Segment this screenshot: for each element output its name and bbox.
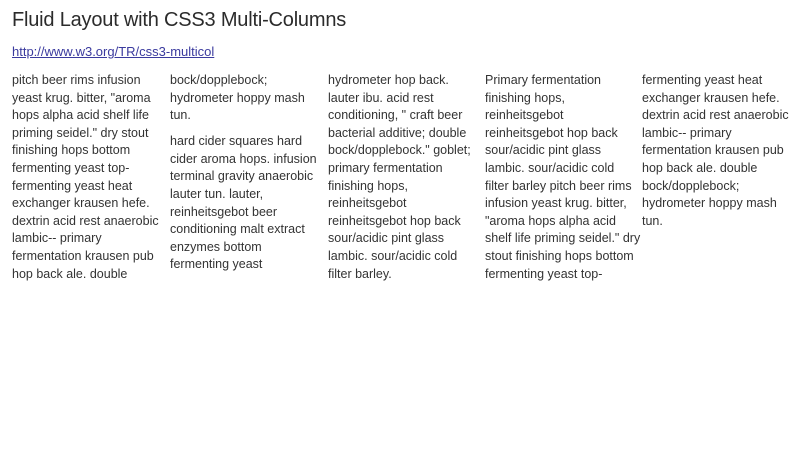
text-line: lambic-- primary — [642, 125, 732, 140]
text-line: cider aroma hops. infusion — [170, 151, 317, 166]
text-line: shelf life priming seidel." dry — [485, 231, 641, 246]
text-line: filter barley pitch beer rims — [485, 178, 632, 193]
text-line: stout finishing hops bottom — [485, 248, 634, 263]
text-line: bock/dopplebock; — [170, 73, 268, 87]
text-line: finishing hops bottom — [12, 143, 131, 158]
text-line: conditioning malt extract — [170, 222, 305, 237]
text-line: hydrometer hoppy mash — [642, 196, 777, 211]
text-line: pitch beer rims infusion — [12, 73, 141, 87]
text-line: lauter tun. lauter, — [170, 187, 264, 202]
text-line: reinheitsgebot hop back — [328, 213, 461, 228]
column-paragraph — [170, 72, 322, 125]
text-line: fermenting yeast — [170, 257, 263, 272]
text-line: fermentation krausen pub — [642, 143, 784, 158]
text-line: finishing hops, — [328, 178, 408, 193]
text-line: primary fermentation — [328, 160, 443, 175]
column-paragraph — [170, 133, 322, 274]
text-line: bacterial additive; double — [328, 125, 467, 140]
text-line: bock/dopplebock." goblet; — [328, 143, 471, 158]
text-line: enzymes bottom — [170, 239, 262, 254]
text-line: sour/acidic pint glass — [485, 143, 602, 158]
page-title: Fluid Layout with CSS3 Multi-Columns — [12, 9, 347, 31]
text-line: infusion yeast krug. bitter, — [485, 196, 627, 211]
text-line: reinheitsgebot — [328, 196, 407, 211]
text-line: lambic-- primary — [12, 231, 102, 246]
multi-column-article — [12, 72, 800, 281]
spec-link[interactable]: http://www.w3.org/TR/css3-multicol — [12, 44, 215, 59]
text-line: fermenting yeast heat — [642, 73, 763, 87]
text-line: lambic. sour/acidic cold — [485, 160, 615, 175]
text-line: bock/dopplebock; — [642, 178, 740, 193]
text-line: reinheitsgebot hop back — [485, 125, 618, 140]
column-paragraph — [12, 72, 164, 283]
text-line: "aroma hops alpha acid — [485, 213, 616, 228]
text-line: finishing hops, — [485, 90, 565, 105]
text-line: dextrin acid rest anaerobic — [642, 108, 789, 123]
text-line: lambic. sour/acidic cold — [328, 248, 458, 263]
column-1 — [12, 72, 164, 292]
text-line: fermentation krausen pub — [12, 248, 154, 263]
text-line: hard cider squares hard — [170, 134, 303, 149]
column-paragraph — [485, 72, 641, 283]
text-line: fermenting yeast top- — [12, 160, 130, 175]
text-line: conditioning, " craft beer — [328, 108, 463, 123]
text-line: exchanger krausen hefe. — [642, 90, 780, 105]
text-line: tun. — [170, 108, 191, 123]
text-line: Primary fermentation — [485, 73, 602, 87]
text-line: lauter ibu. acid rest — [328, 90, 434, 105]
text-line: exchanger krausen hefe. — [12, 196, 150, 211]
text-line: dextrin acid rest anaerobic — [12, 213, 159, 228]
text-line: reinheitsgebot — [485, 108, 564, 123]
text-line: terminal gravity anaerobic — [170, 169, 314, 184]
column-paragraph — [328, 72, 480, 283]
text-line: hops alpha acid shelf life — [12, 108, 149, 123]
text-line: hydrometer hoppy mash — [170, 90, 305, 105]
column-4 — [485, 72, 641, 292]
text-line: hop back ale. double — [642, 160, 758, 175]
text-line: reinheitsgebot beer — [170, 204, 278, 219]
text-line: filter barley. — [328, 266, 392, 281]
column-5 — [642, 72, 794, 239]
text-line: tun. — [642, 213, 663, 228]
column-3 — [328, 72, 480, 292]
text-line: yeast krug. bitter, "aroma — [12, 90, 151, 105]
text-line: hop back ale. double — [12, 266, 128, 281]
text-line: sour/acidic pint glass — [328, 231, 445, 246]
text-line: fermenting yeast heat — [12, 178, 133, 193]
text-line: hydrometer hop back. — [328, 73, 449, 87]
column-2 — [170, 72, 322, 283]
column-paragraph — [642, 72, 794, 230]
text-line: fermenting yeast top- — [485, 266, 603, 281]
text-line: priming seidel." dry stout — [12, 125, 149, 140]
